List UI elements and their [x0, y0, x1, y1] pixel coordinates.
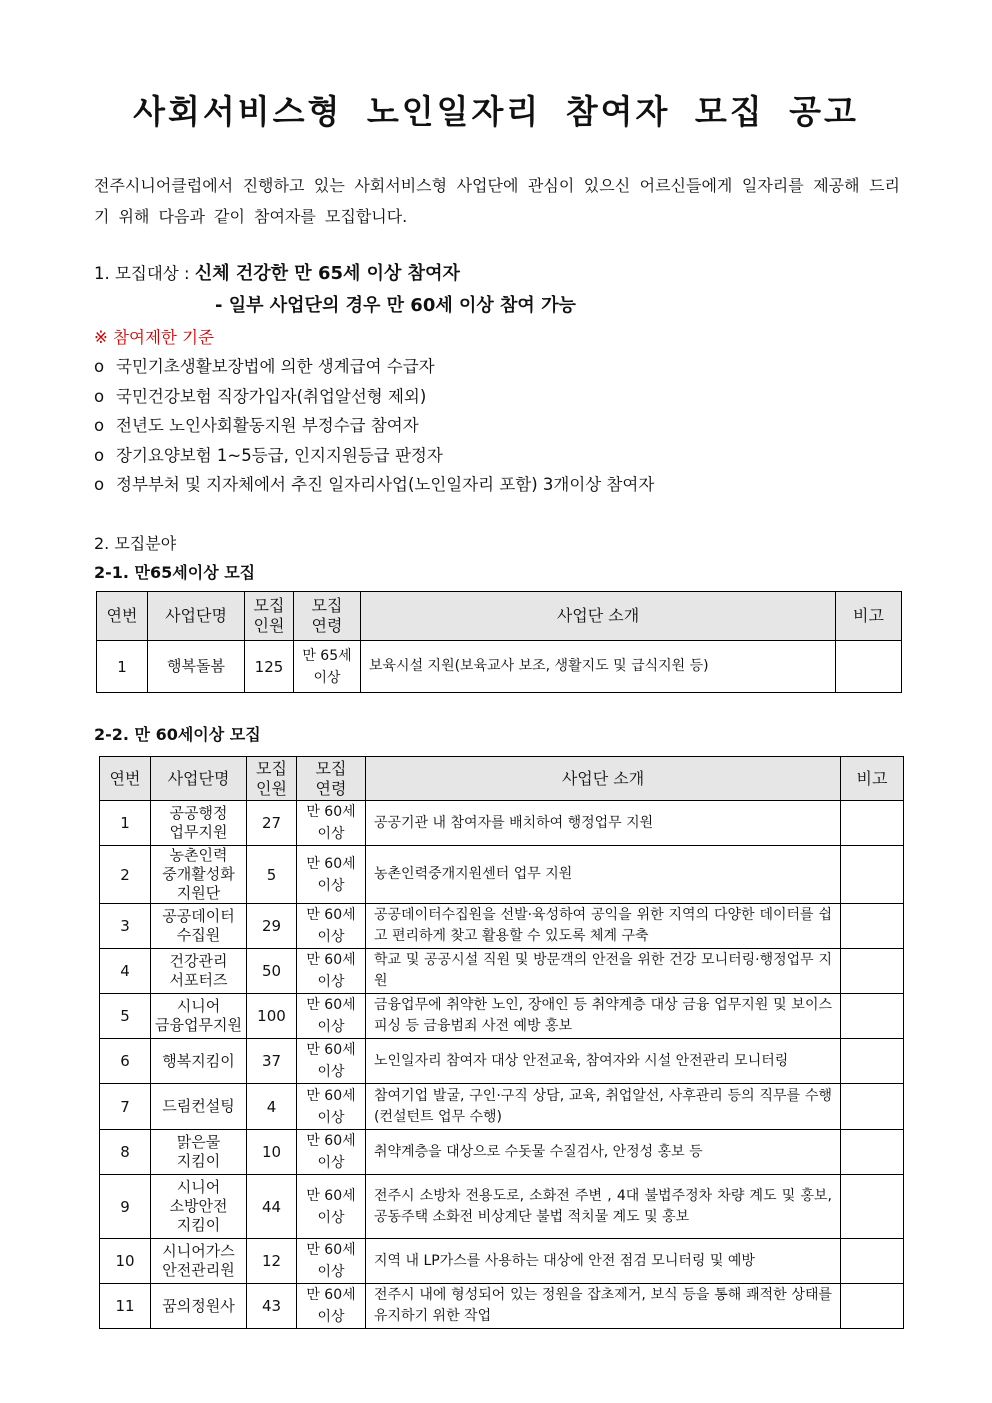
recruit-count: 44 — [247, 1175, 297, 1239]
recruit-count: 12 — [247, 1239, 297, 1284]
remarks — [841, 1039, 904, 1084]
row-number: 4 — [100, 949, 151, 994]
restriction-text: 장기요양보험 1~5등급, 인지지원등급 판정자 — [116, 445, 443, 465]
row-number: 1 — [100, 801, 151, 846]
recruit-age: 만 60세 이상 — [297, 801, 366, 846]
restriction-text: 정부부처 및 지자체에서 추진 일자리사업(노인일자리 포함) 3개이상 참여자 — [116, 475, 655, 494]
header-desc: 사업단 소개 — [361, 592, 836, 641]
table-row — [100, 1175, 904, 1239]
row-number: 6 — [100, 1039, 151, 1084]
restriction-item — [94, 471, 654, 495]
business-name: 건강관리 서포터즈 — [151, 949, 247, 994]
business-description: 지역 내 LP가스를 사용하는 대상에 안전 점검 모니터링 및 예방 — [366, 1239, 841, 1284]
recruit-count: 4 — [247, 1084, 297, 1130]
remarks — [841, 801, 904, 846]
remarks — [841, 1084, 904, 1130]
restriction-title: ※ 참여제한 기준 — [94, 328, 214, 347]
header-count: 모집 인원 — [247, 757, 297, 801]
recruit-count: 10 — [247, 1130, 297, 1175]
row-number: 1 — [97, 641, 148, 693]
page-title: 사회서비스형 노인일자리 참여자 모집 공고 — [133, 92, 859, 131]
header-no: 연번 — [97, 592, 148, 641]
business-name: 꿈의정원사 — [151, 1284, 247, 1329]
recruit-age: 만 60세 이상 — [297, 1175, 366, 1239]
recruit-count: 100 — [247, 994, 297, 1039]
remarks — [841, 1175, 904, 1239]
table-row — [100, 1039, 904, 1084]
restriction-text: 전년도 노인사회활동지원 부정수급 참여자 — [116, 416, 419, 435]
bullet-marker: o — [94, 357, 105, 376]
row-number: 10 — [100, 1239, 151, 1284]
header-age: 모집 연령 — [294, 592, 361, 641]
table-60plus — [99, 756, 904, 1329]
restriction-item — [94, 383, 426, 407]
bullet-marker: o — [94, 416, 105, 435]
table-row — [100, 1130, 904, 1175]
table-row — [100, 1084, 904, 1130]
target-line — [94, 259, 460, 285]
restriction-item — [94, 442, 443, 466]
remarks — [841, 904, 904, 949]
business-description: 노인일자리 참여자 대상 안전교육, 참여자와 시설 안전관리 모니터링 — [366, 1039, 841, 1084]
business-name: 시니어가스 안전관리원 — [151, 1239, 247, 1284]
header-age: 모집 연령 — [297, 757, 366, 801]
restriction-text: 국민건강보험 직장가입자(취업알선형 제외) — [116, 386, 427, 406]
business-name: 행복돌봄 — [148, 641, 245, 693]
business-description: 참여기업 발굴, 구인·구직 상담, 교육, 취업알선, 사후관리 등의 직무를 수행(컨설턴트 업무 수행) — [366, 1084, 841, 1130]
recruit-count: 5 — [247, 846, 297, 904]
business-description: 금융업무에 취약한 노인, 장애인 등 취약계층 대상 금융 업무지원 및 보이스피싱 등 금융범죄 사전 예방 홍보 — [366, 994, 841, 1039]
business-name: 농촌인력 중개활성화 지원단 — [151, 846, 247, 904]
recruit-age: 만 60세 이상 — [297, 1239, 366, 1284]
bullet-marker: o — [94, 445, 105, 465]
business-description: 공공데이터수집원을 선발·육성하여 공익을 위한 지역의 다양한 데이터를 쉽고 편리하게 찾고 활용할 수 있도록 체계 구축 — [366, 904, 841, 949]
recruit-count: 125 — [245, 641, 294, 693]
recruit-age: 만 60세 이상 — [297, 1039, 366, 1084]
remarks — [841, 1284, 904, 1329]
remarks — [841, 1130, 904, 1175]
table-header-row — [97, 592, 902, 641]
bullet-marker: o — [94, 386, 105, 406]
business-name: 맑은물 지킴이 — [151, 1130, 247, 1175]
business-name: 드림컨설팅 — [151, 1084, 247, 1130]
header-note: 비고 — [841, 757, 904, 801]
header-desc: 사업단 소개 — [366, 757, 841, 801]
business-name: 행복지킴이 — [151, 1039, 247, 1084]
business-name: 시니어 소방안전 지킴이 — [151, 1175, 247, 1239]
business-description: 학교 및 공공시설 직원 및 방문객의 안전을 위한 건강 모니터링·행정업무 지원 — [366, 949, 841, 994]
header-no: 연번 — [100, 757, 151, 801]
section2-label: 2. 모집분야 — [94, 534, 177, 553]
target-exception: - 일부 사업단의 경우 만 60세 이상 참여 가능 — [215, 295, 576, 316]
header-name: 사업단명 — [148, 592, 245, 641]
remarks — [841, 949, 904, 994]
row-number: 5 — [100, 994, 151, 1039]
business-description: 전주시 소방차 전용도로, 소화전 주변 , 4대 불법주정차 차량 계도 및 홍보, 공동주택 소화전 비상계단 불법 적치물 계도 및 홍보 — [366, 1175, 841, 1239]
recruit-age: 만 60세 이상 — [297, 904, 366, 949]
recruit-count: 27 — [247, 801, 297, 846]
business-description: 농촌인력중개지원센터 업무 지원 — [366, 846, 841, 904]
table-row — [100, 801, 904, 846]
header-count: 모집 인원 — [245, 592, 294, 641]
row-number: 9 — [100, 1175, 151, 1239]
recruit-age: 만 60세 이상 — [297, 1284, 366, 1329]
target-text: 신체 건강한 만 65세 이상 참여자 — [194, 263, 460, 284]
recruit-count: 37 — [247, 1039, 297, 1084]
recruit-age: 만 60세 이상 — [297, 949, 366, 994]
recruit-age: 만 60세 이상 — [297, 994, 366, 1039]
table-row — [100, 846, 904, 904]
table-row — [100, 1239, 904, 1284]
row-number: 7 — [100, 1084, 151, 1130]
sub1-title: 2-1. 만65세이상 모집 — [94, 563, 256, 582]
business-description: 공공기관 내 참여자를 배치하여 행정업무 지원 — [366, 801, 841, 846]
business-description: 전주시 내에 형성되어 있는 정원을 잡초제거, 보식 등을 통해 쾌적한 상태를 유지하기 위한 작업 — [366, 1284, 841, 1329]
restriction-text: 국민기초생활보장법에 의한 생계급여 수급자 — [116, 357, 435, 376]
table-row — [97, 641, 902, 693]
business-name: 공공행정 업무지원 — [151, 801, 247, 846]
table-row — [100, 1284, 904, 1329]
recruit-age: 만 60세 이상 — [297, 1084, 366, 1130]
sub2-title: 2-2. 만 60세이상 모집 — [94, 725, 261, 744]
table-header-row — [100, 757, 904, 801]
recruit-count: 29 — [247, 904, 297, 949]
table-row — [100, 949, 904, 994]
table-row — [100, 904, 904, 949]
row-number: 11 — [100, 1284, 151, 1329]
header-note: 비고 — [836, 592, 902, 641]
restriction-item — [94, 353, 435, 377]
business-name: 시니어 금융업무지원 — [151, 994, 247, 1039]
business-description: 취약계층을 대상으로 수돗물 수질검사, 안정성 홍보 등 — [366, 1130, 841, 1175]
intro-paragraph: 전주시니어클럽에서 진행하고 있는 사회서비스형 사업단에 관심이 있으신 어르신들에게 일자리를 제공해 드리기 위해 다음과 같이 참여자를 모집합니다. — [94, 176, 900, 226]
recruit-count: 50 — [247, 949, 297, 994]
table-row — [100, 994, 904, 1039]
remarks — [841, 1239, 904, 1284]
row-number: 3 — [100, 904, 151, 949]
remarks — [841, 994, 904, 1039]
business-name: 공공데이터 수집원 — [151, 904, 247, 949]
remarks — [836, 641, 902, 693]
row-number: 2 — [100, 846, 151, 904]
section1-label: 1. 모집대상 : — [94, 264, 190, 283]
recruit-count: 43 — [247, 1284, 297, 1329]
recruit-age: 만 65세 이상 — [294, 641, 361, 693]
recruit-age: 만 60세 이상 — [297, 1130, 366, 1175]
restriction-item — [94, 412, 419, 436]
table-65plus — [96, 591, 902, 693]
bullet-marker: o — [94, 475, 105, 494]
row-number: 8 — [100, 1130, 151, 1175]
remarks — [841, 846, 904, 904]
business-description: 보육시설 지원(보육교사 보조, 생활지도 및 급식지원 등) — [361, 641, 836, 693]
recruit-age: 만 60세 이상 — [297, 846, 366, 904]
header-name: 사업단명 — [151, 757, 247, 801]
